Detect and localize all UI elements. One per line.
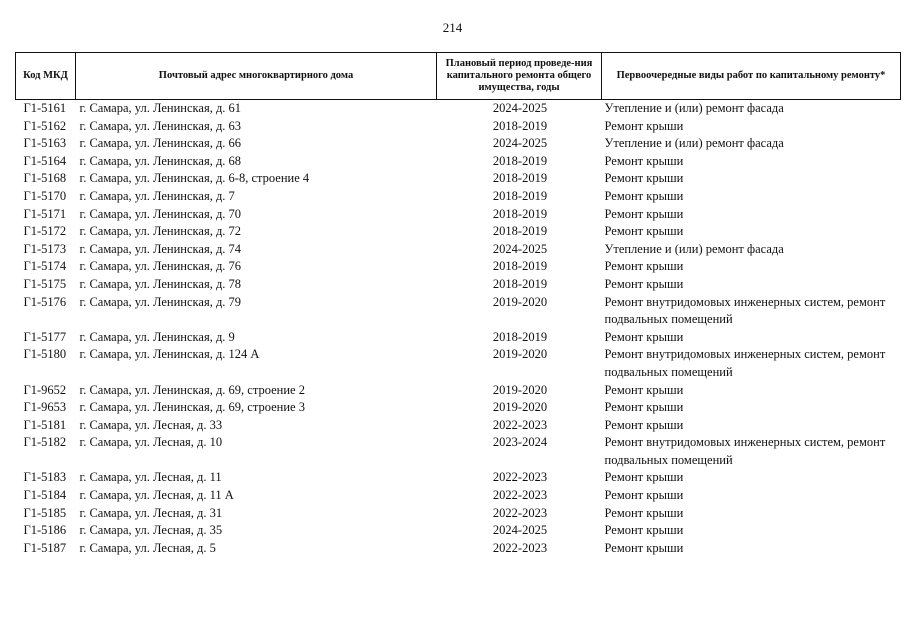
- cell-period: 2019-2020: [492, 294, 548, 309]
- cell-address: г. Самара, ул. Ленинская, д. 74: [79, 241, 242, 256]
- cell-address: г. Самара, ул. Ленинская, д. 72: [79, 224, 242, 239]
- cell-works: Ремонт внутридомовых инженерных систем, ремонт подвальных помещений: [604, 294, 886, 327]
- table-row: [16, 522, 901, 540]
- cell-address: г. Самара, ул. Ленинская, д. 70: [79, 206, 242, 221]
- table-row: [16, 135, 901, 153]
- cell-works: Утепление и (или) ремонт фасада: [604, 136, 784, 151]
- cell-address: г. Самара, ул. Ленинская, д. 78: [79, 276, 242, 291]
- table-row: [16, 118, 901, 136]
- table-row: [16, 294, 901, 329]
- cell-address: г. Самара, ул. Лесная, д. 11: [79, 470, 222, 485]
- cell-address: г. Самара, ул. Ленинская, д. 79: [79, 294, 242, 309]
- header-works: Первоочередные виды работ по капитальному ремонту*: [602, 53, 901, 100]
- cell-period: 2018-2019: [492, 153, 548, 168]
- cell-works: Ремонт крыши: [604, 470, 684, 485]
- cell-period: 2024-2025: [492, 101, 548, 115]
- cell-period: 2019-2020: [492, 347, 548, 362]
- table-header-row: [16, 53, 901, 100]
- cell-works: Ремонт крыши: [604, 505, 684, 520]
- cell-code: Г1-5176: [23, 294, 67, 309]
- cell-period: 2018-2019: [492, 276, 548, 291]
- cell-works: Ремонт крыши: [604, 206, 684, 221]
- cell-works: Ремонт крыши: [604, 276, 684, 291]
- cell-works: Ремонт крыши: [604, 153, 684, 168]
- cell-address: г. Самара, ул. Ленинская, д. 9: [79, 329, 235, 344]
- table-row: [16, 346, 901, 381]
- cell-period: 2024-2025: [492, 136, 548, 151]
- cell-code: Г1-5181: [23, 417, 67, 432]
- cell-address: г. Самара, ул. Лесная, д. 5: [79, 540, 216, 555]
- table-row: [16, 487, 901, 505]
- cell-period: 2018-2019: [492, 118, 548, 133]
- cell-works: Ремонт внутридомовых инженерных систем, ремонт подвальных помещений: [604, 347, 886, 379]
- cell-address: г. Самара, ул. Ленинская, д. 69, строение 3: [79, 400, 305, 415]
- cell-period: 2018-2019: [492, 224, 548, 239]
- cell-code: Г1-9653: [23, 400, 67, 415]
- cell-code: Г1-9652: [23, 382, 67, 397]
- header-address: Почтовый адрес многоквартирного дома: [76, 53, 437, 100]
- cell-address: г. Самара, ул. Лесная, д. 31: [79, 505, 223, 520]
- table-row: [16, 258, 901, 276]
- cell-works: Ремонт крыши: [604, 188, 684, 203]
- cell-address: г. Самара, ул. Ленинская, д. 6-8, строение 4: [79, 171, 310, 186]
- cell-period: 2024-2025: [492, 241, 548, 256]
- cell-works: Ремонт крыши: [604, 523, 684, 538]
- cell-code: Г1-5177: [23, 329, 67, 344]
- table-row: [16, 382, 901, 400]
- table-row: [16, 241, 901, 259]
- page-number: 214: [442, 20, 463, 35]
- repair-schedule-table: [15, 52, 901, 557]
- cell-works: Ремонт крыши: [604, 118, 684, 133]
- cell-code: Г1-5161: [23, 101, 67, 115]
- cell-address: г. Самара, ул. Ленинская, д. 66: [79, 136, 242, 151]
- table-row: [16, 434, 901, 469]
- cell-code: Г1-5185: [23, 505, 67, 520]
- cell-code: Г1-5163: [23, 136, 67, 151]
- table-row: [16, 417, 901, 435]
- table-row: [16, 206, 901, 224]
- table-row: [16, 540, 901, 558]
- cell-works: Утепление и (или) ремонт фасада: [604, 241, 784, 256]
- cell-code: Г1-5184: [23, 488, 67, 503]
- cell-period: 2019-2020: [492, 400, 548, 415]
- cell-address: г. Самара, ул. Лесная, д. 33: [79, 417, 223, 432]
- cell-works: Ремонт крыши: [604, 417, 684, 432]
- cell-code: Г1-5173: [23, 241, 67, 256]
- cell-address: г. Самара, ул. Ленинская, д. 63: [79, 118, 242, 133]
- cell-period: 2022-2023: [492, 540, 548, 555]
- cell-works: Ремонт крыши: [604, 329, 684, 344]
- cell-works: Ремонт крыши: [604, 382, 684, 397]
- table-row: [16, 329, 901, 347]
- cell-address: г. Самара, ул. Ленинская, д. 69, строение 2: [79, 382, 305, 397]
- cell-period: 2024-2025: [492, 523, 548, 538]
- table-row: [16, 276, 901, 294]
- cell-period: 2022-2023: [492, 470, 548, 485]
- table-row: [16, 170, 901, 188]
- cell-code: Г1-5180: [23, 347, 67, 362]
- table-row: [16, 505, 901, 523]
- cell-code: Г1-5182: [23, 435, 67, 450]
- cell-works: Ремонт крыши: [604, 224, 684, 239]
- cell-works: Утепление и (или) ремонт фасада: [604, 101, 784, 115]
- cell-address: г. Самара, ул. Лесная, д. 10: [79, 435, 223, 450]
- cell-code: Г1-5170: [23, 188, 67, 203]
- cell-code: Г1-5187: [23, 540, 67, 555]
- table-row: [16, 188, 901, 206]
- cell-address: г. Самара, ул. Лесная, д. 11 А: [79, 488, 234, 503]
- cell-address: г. Самара, ул. Ленинская, д. 61: [79, 101, 242, 115]
- header-period: Плановый период проведе-ния капитального ремонта общего имущества, годы: [437, 53, 602, 100]
- cell-works: Ремонт крыши: [604, 488, 684, 503]
- cell-address: г. Самара, ул. Ленинская, д. 68: [79, 153, 242, 168]
- cell-works: Ремонт внутридомовых инженерных систем, ремонт подвальных помещений: [604, 435, 886, 467]
- cell-works: Ремонт крыши: [604, 171, 684, 186]
- cell-code: Г1-5186: [23, 523, 67, 538]
- cell-code: Г1-5171: [23, 206, 67, 221]
- table-row: [16, 223, 901, 241]
- table-body: [16, 100, 901, 558]
- cell-period: 2018-2019: [492, 259, 548, 274]
- cell-works: Ремонт крыши: [604, 400, 684, 415]
- table-row: [16, 100, 901, 118]
- cell-period: 2018-2019: [492, 171, 548, 186]
- cell-works: Ремонт крыши: [604, 259, 684, 274]
- cell-address: г. Самара, ул. Ленинская, д. 76: [79, 259, 242, 274]
- cell-period: 2019-2020: [492, 382, 548, 397]
- cell-period: 2023-2024: [492, 435, 548, 450]
- cell-code: Г1-5162: [23, 118, 67, 133]
- table-row: [16, 469, 901, 487]
- cell-works: Ремонт крыши: [604, 540, 684, 555]
- table-row: [16, 153, 901, 171]
- cell-period: 2018-2019: [492, 206, 548, 221]
- cell-address: г. Самара, ул. Ленинская, д. 124 А: [79, 347, 260, 362]
- cell-code: Г1-5172: [23, 224, 67, 239]
- header-code: Код МКД: [16, 53, 76, 100]
- cell-code: Г1-5174: [23, 259, 67, 274]
- cell-code: Г1-5175: [23, 276, 67, 291]
- cell-code: Г1-5164: [23, 153, 67, 168]
- cell-period: 2022-2023: [492, 488, 548, 503]
- cell-period: 2022-2023: [492, 417, 548, 432]
- cell-code: Г1-5168: [23, 171, 67, 186]
- table-row: [16, 399, 901, 417]
- cell-address: г. Самара, ул. Лесная, д. 35: [79, 523, 223, 538]
- cell-code: Г1-5183: [23, 470, 67, 485]
- cell-period: 2018-2019: [492, 329, 548, 344]
- cell-address: г. Самара, ул. Ленинская, д. 7: [79, 188, 235, 203]
- cell-period: 2018-2019: [492, 188, 548, 203]
- cell-period: 2022-2023: [492, 505, 548, 520]
